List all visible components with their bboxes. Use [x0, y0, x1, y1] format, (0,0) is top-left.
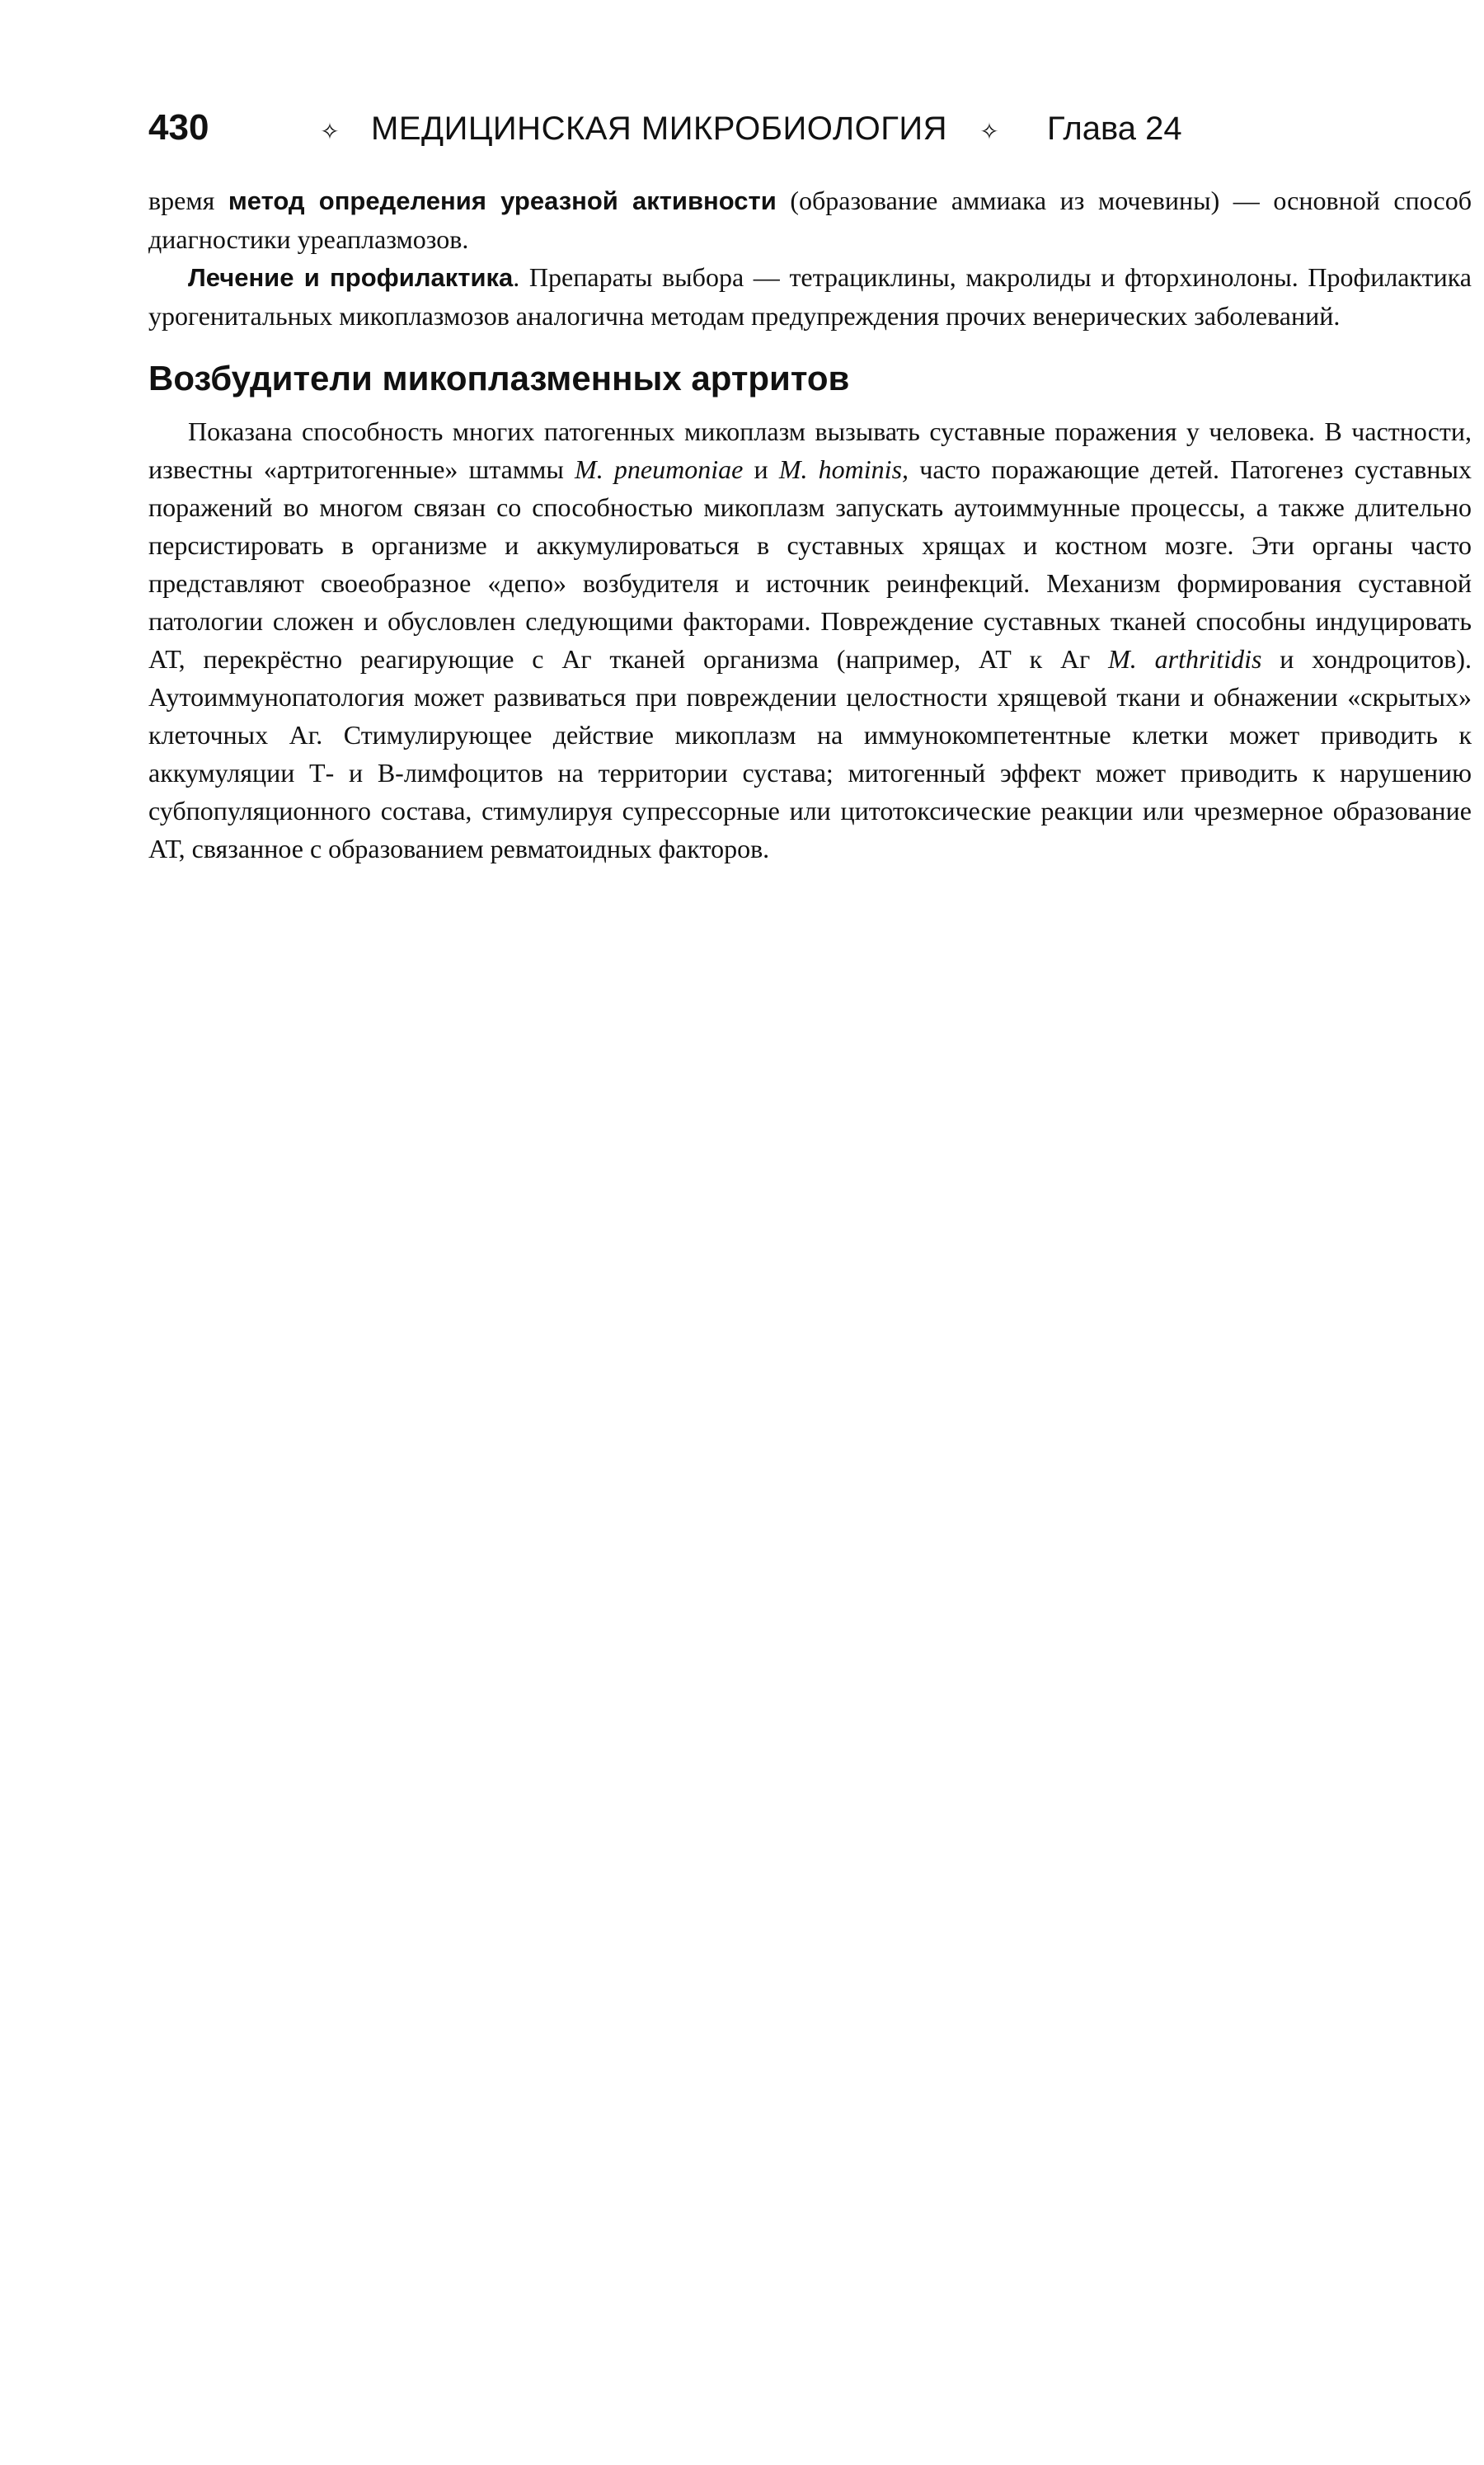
paragraph-treatment [148, 258, 1472, 335]
header-separator-left: ✧ [320, 119, 340, 144]
para1-lead: время [148, 186, 228, 215]
page-content [148, 107, 1472, 868]
para3-species-3: M. arthritidis [1108, 644, 1262, 674]
para3-text-3: часто поражающие детей. Патогенез суставных поражений во многом связан со способностью микоплазм запускать аутоиммунные процессы, а также длительно персистировать в организме и аккумулироваться в суставных хрящах и костном мозге. Эти органы часто представляют своеобразное «депо» возбудителя и источник реинфекций. Механизм формирования суставной патологии сложен и обусловлен следующими факторами. Повреждение суставных тканей способны индуцировать АТ, перекрёстно реагирующие с Аг тканей организма (например, АТ к Аг [148, 454, 1472, 674]
running-head [148, 107, 1472, 165]
para1-bold-term: метод определения уреазной активности [228, 186, 777, 215]
section-title: Возбудители микоплазменных артритов [148, 359, 850, 398]
paragraph-arthritis [148, 412, 1472, 868]
para1-rest: (образование аммиака из мочевины) — основной способ диагностики уреаплазмозов. [148, 186, 1472, 254]
header-separator-right: ✧ [979, 119, 999, 144]
para3-text-2: и [743, 454, 779, 484]
para2-rest: . Препараты выбора — тетрациклины, макролиды и фторхинолоны. Профилактика урогенитальных микоплазмозов аналогична методам предупреждения прочих венерических заболеваний. [148, 262, 1472, 331]
para3-text-4: и хондроцитов). Аутоиммунопатология может развиваться при повреждении целостности хрящевой ткани и обнажении «скрытых» клеточных Аг. Стимулирующее действие микоплазм на иммунокомпетентные клетки может приводить к аккумуляции Т- и В-лимфоцитов на территории сустава; митогенный эффект может приводить к нарушению субпопуляционного состава, стимулируя супрессорные или цитотоксические реакции или чрезмерное образование АТ, связанное с образованием ревматоидных факторов. [148, 644, 1472, 863]
para3-species-2: M. hominis, [778, 454, 909, 484]
chapter-label: Глава 24 [1047, 111, 1182, 147]
para3-species-1: M. pneumoniae [575, 454, 744, 484]
paragraph-urease [148, 181, 1472, 258]
page-number: 430 [148, 107, 209, 148]
para3-text-1: Показана способность многих патогенных микоплазм вызывать суставные поражения у человека. В частности, известны «артритогенные» штаммы [148, 416, 1472, 484]
book-title: МЕДИЦИНСКАЯ МИКРОБИОЛОГИЯ [371, 111, 948, 147]
para2-bold-term: Лечение и профилактика [188, 263, 514, 292]
